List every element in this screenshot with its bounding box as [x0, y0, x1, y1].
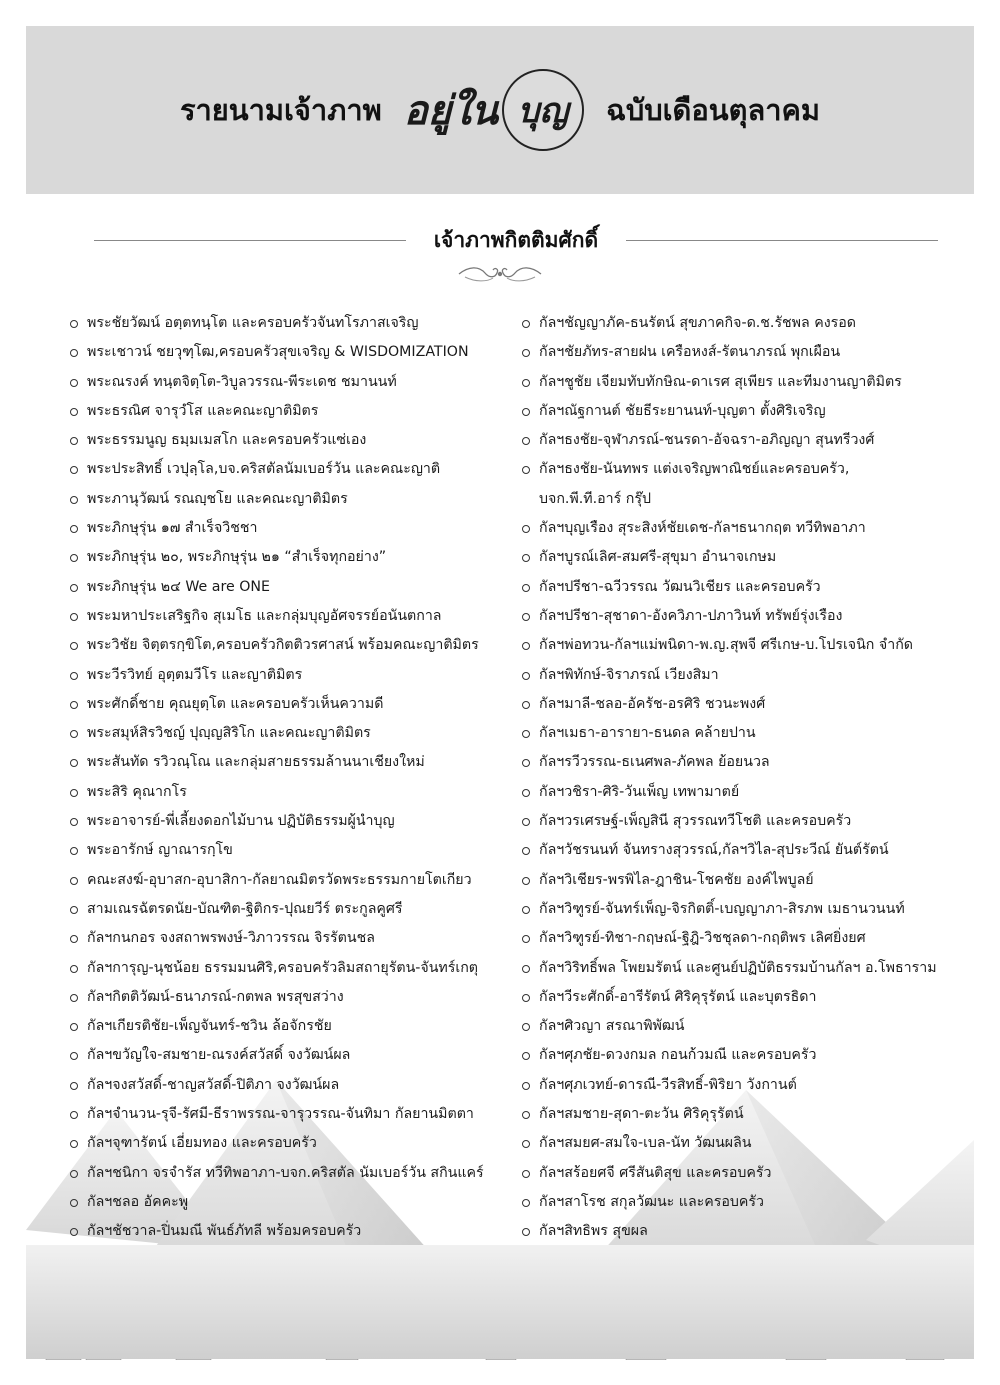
sponsor-name: กัลฯวิฑูรย์-จันทร์เพ็ญ-จิรกิตติ์-เบญญาภา-สิรภพ เมธานวนนท์: [539, 900, 905, 917]
sponsor-entry: [70, 836, 522, 865]
sponsor-entry: [70, 455, 522, 484]
publication-logo: [404, 69, 584, 151]
sponsor-entry: [522, 397, 960, 426]
circle-bullet-icon: [70, 1023, 78, 1031]
circle-bullet-icon: [70, 701, 78, 709]
sponsor-name: กัลฯเมธา-อารายา-ธนดล คล้ายปาน: [539, 725, 756, 742]
circle-bullet-icon: [70, 847, 78, 855]
circle-bullet-icon: [522, 906, 530, 914]
sponsor-entry: [522, 1188, 960, 1217]
circle-bullet-icon: [70, 466, 78, 474]
sponsor-entry: [522, 368, 960, 397]
sponsor-name: กัลฯบุญเรือง สุระสิงห์ชัยเดช-กัลฯธนากฤต ทวีทิพอาภา: [539, 520, 866, 537]
sponsor-name: กัลฯชลอ อัคคะพู: [87, 1193, 189, 1210]
sponsor-name: กัลฯขวัญใจ-สมชาย-ณรงค์สวัสดิ์ จงวัฒน์ผล: [87, 1047, 351, 1064]
circle-bullet-icon: [70, 613, 78, 621]
sponsor-name: กัลฯศิวญา สรณาพิพัฒน์: [539, 1018, 685, 1035]
sponsor-name: กัลฯชูชัย เจียมทับทักษิณ-ดาเรศ สุเพียร และทีมงานญาติมิตร: [539, 373, 902, 390]
sponsor-name: กัลฯชัชวาล-ปิ่นมณี พันธ์ภัทลี พร้อมครอบครัว: [87, 1223, 362, 1240]
circle-bullet-icon: [70, 789, 78, 797]
circle-bullet-icon: [522, 613, 530, 621]
circle-bullet-icon: [522, 1023, 530, 1031]
circle-bullet-icon: [522, 408, 530, 416]
sponsor-name: กัลฯณัฐกานต์ ชัยธีระยานนท์-บุญตา ตั้งศิริเจริญ: [539, 402, 826, 419]
circle-bullet-icon: [70, 994, 78, 1002]
sponsor-entry: [522, 455, 960, 514]
sponsor-entry: [70, 1188, 522, 1217]
sponsor-name: กัลฯเกียรติชัย-เพ็ญจันทร์-ชวิน ล้อจักรชัย: [87, 1018, 332, 1035]
sponsor-name: พระอาจารย์-พี่เลี้ยงดอกไม้บาน ปฏิบัติธรรมผู้นำบุญ: [87, 813, 395, 830]
sponsor-entry: [522, 543, 960, 572]
sponsor-entry: [522, 924, 960, 953]
flourish-ornament-icon: [455, 262, 545, 286]
sponsor-entry: [70, 338, 522, 367]
sponsor-column-right: [522, 309, 960, 1249]
circle-bullet-icon: [70, 759, 78, 767]
section-title: เจ้าภาพกิตติมศักดิ์: [433, 227, 599, 252]
sponsor-entry: [70, 602, 522, 631]
sponsor-entry: [70, 426, 522, 455]
sponsor-entry: [70, 748, 522, 777]
sponsor-entry: [522, 338, 960, 367]
sponsor-entry: [522, 748, 960, 777]
circle-bullet-icon: [70, 1052, 78, 1060]
sponsor-name: กัลฯสร้อยศจี ศรีสันติสุข และครอบครัว: [539, 1164, 772, 1181]
circle-bullet-icon: [70, 349, 78, 357]
sponsor-entry: [522, 895, 960, 924]
sponsor-entry: [522, 836, 960, 865]
sponsor-name: กัลฯชัยภัทร-สายฝน เครือหงส์-รัตนาภรณ์ พุกเผือน: [539, 344, 841, 361]
logo-circle: [502, 69, 584, 151]
sponsor-name: พระภิกษุรุ่น ๑๗ สำเร็จวิชชา: [87, 520, 258, 537]
header-title-right: ฉบับเดือนตุลาคม: [606, 93, 821, 127]
sponsor-entry: [70, 661, 522, 690]
sponsor-entry: [522, 426, 960, 455]
sponsor-name: กัลฯรวีวรรณ-ธเนศพล-ภัคพล ย้อยนวล: [539, 754, 770, 771]
circle-bullet-icon: [70, 877, 78, 885]
sponsor-entry: [522, 866, 960, 895]
circle-bullet-icon: [522, 965, 530, 973]
circle-bullet-icon: [70, 1082, 78, 1090]
heading-rule-right: [626, 240, 938, 241]
circle-bullet-icon: [522, 1082, 530, 1090]
circle-bullet-icon: [522, 1111, 530, 1119]
sponsor-name: กัลฯบูรณ์เลิศ-สมศรี-สุขุมา อำนาจเกษม: [539, 549, 777, 566]
sponsor-name: พระเชาวน์ ชยวุฑฺโฒ,ครอบครัวสุขเจริญ & WISDOMIZATION: [87, 344, 469, 361]
circle-bullet-icon: [70, 965, 78, 973]
sponsor-entry: [522, 309, 960, 338]
sponsor-entry: [70, 514, 522, 543]
sponsor-entry: [70, 397, 522, 426]
sponsor-name: กัลฯกิตติวัฒน์-ธนาภรณ์-กตพล พรสุขสว่าง: [87, 988, 344, 1005]
sponsor-name: กัลฯจงสวัสดิ์-ชาญสวัสดิ์-ปิติภา จงวัฒน์ผล: [87, 1076, 340, 1093]
sponsor-name: พระภิกษุรุ่น ๒๔ We are ONE: [87, 578, 270, 595]
sponsor-name: พระอารักษ์ ญาณารกฺโข: [87, 842, 233, 859]
sponsor-list: [70, 309, 960, 1249]
circle-bullet-icon: [70, 496, 78, 504]
sponsor-name: พระณรงค์ ทนฺตจิตฺโต-วิบูลวรรณ-พีระเดช ชมานนท์: [87, 373, 397, 390]
sponsor-entry: [70, 631, 522, 660]
sponsor-column-left: [70, 309, 522, 1249]
sponsor-entry: [70, 1159, 522, 1188]
sponsor-name: กัลฯศุภชัย-ดวงกมล กอนก้วมณี และครอบครัว: [539, 1047, 817, 1064]
circle-bullet-icon: [522, 1052, 530, 1060]
sponsor-name: พระวีรวิทย์ อุตฺตมวีโร และญาติมิตร: [87, 666, 303, 683]
header-title-row: [26, 26, 974, 194]
circle-bullet-icon: [70, 1228, 78, 1236]
footer-band: [26, 1245, 974, 1359]
sponsor-entry: [70, 573, 522, 602]
circle-bullet-icon: [70, 642, 78, 650]
sponsor-entry: [70, 778, 522, 807]
sponsor-entry: [522, 1217, 960, 1246]
sponsor-name: พระสิริ คุณากโร: [87, 783, 187, 800]
sponsor-entry: [70, 309, 522, 338]
sponsor-name: กัลฯมาลี-ชลอ-อัครัช-อรศิริ ชวนะพงศ์: [539, 695, 766, 712]
circle-bullet-icon: [522, 466, 530, 474]
circle-bullet-icon: [522, 1170, 530, 1178]
sponsor-name: พระสันทัด รวิวณฺโณ และกลุ่มสายธรรมล้านนาเชียงใหม่: [87, 754, 425, 771]
sponsor-entry: [522, 573, 960, 602]
logo-word-2: บุญ: [517, 91, 569, 131]
sponsor-entry: [70, 866, 522, 895]
sponsor-entry: [70, 807, 522, 836]
sponsor-name: กัลฯวิฑูรย์-ทิชา-กฤษณ์-ฐิฎิ-วิชชุลดา-กฤติพร เลิศยิ่งยศ: [539, 930, 866, 947]
sponsor-entry: [522, 1071, 960, 1100]
sponsor-entry: [522, 719, 960, 748]
circle-bullet-icon: [522, 642, 530, 650]
sponsor-name: กัลฯกนกอร จงสถาพรพงษ์-วิภาวรรณ จิรรัตนชล: [87, 930, 375, 947]
sponsor-name: กัลฯศุภเวทย์-ดารณี-วีรสิทธิ์-พิริยา วังกานต์: [539, 1076, 797, 1093]
sponsor-entry: [522, 954, 960, 983]
sponsor-name: กัลฯสมชาย-สุดา-ตะวัน ศิริคุรุรัตน์: [539, 1106, 744, 1123]
sponsor-name: พระสมุห์สิรวิชญ์ ปุญฺญสิริโก และคณะญาติมิตร: [87, 725, 371, 742]
sponsor-name: กัลฯวัชรนนท์ จันทรางสุวรรณ์,กัลฯวิไล-สุประวีณ์ ยันต์รัตน์: [539, 842, 889, 859]
circle-bullet-icon: [70, 379, 78, 387]
sponsor-entry: [522, 602, 960, 631]
sponsor-name: คณะสงฆ์-อุบาสก-อุบาสิกา-กัลยาณมิตรวัดพระธรรมกายโตเกียว: [87, 871, 472, 888]
sponsor-name: กัลฯสิทธิพร สุขผล: [539, 1223, 648, 1240]
sponsor-name: กัลฯพ่อทวน-กัลฯแม่พนิดา-พ.ญ.สุพจี ศรีเกษ-บ.โปรเจนิก จำกัด: [539, 637, 913, 654]
sponsor-entry: [522, 1100, 960, 1129]
circle-bullet-icon: [70, 1170, 78, 1178]
circle-bullet-icon: [522, 759, 530, 767]
sponsor-entry: [522, 983, 960, 1012]
sponsor-name: กัลฯธงชัย-จุฬาภรณ์-ชนรดา-อัจฉรา-อภิญญา สุนทรีวงศ์: [539, 432, 875, 449]
sponsor-name: กัลฯวิเชียร-พรพิไล-ฎาชิน-โชคชัย องค์ไพบูลย์: [539, 871, 814, 888]
circle-bullet-icon: [522, 1228, 530, 1236]
circle-bullet-icon: [70, 1140, 78, 1148]
sponsor-name: กัลฯปรีชา-สุชาดา-อังควิภา-ปภาวินท์ ทรัพย์รุ่งเรือง: [539, 607, 843, 624]
sponsor-entry: [70, 954, 522, 983]
sponsor-name: พระศักดิ์ชาย คุณยุตฺโต และครอบครัวเห็นความดี: [87, 695, 384, 712]
sponsor-entry: [522, 661, 960, 690]
sponsor-name: กัลฯธงชัย-นันทพร แต่งเจริญพาณิชย์และครอบครัว, บจก.พี.ที.อาร์ กรุ๊ป: [539, 461, 850, 507]
sponsor-entry: [70, 924, 522, 953]
circle-bullet-icon: [522, 730, 530, 738]
circle-bullet-icon: [522, 584, 530, 592]
sponsor-entry: [70, 1012, 522, 1041]
sponsor-name: กัลฯพิทักษ์-จิราภรณ์ เวียงสิมา: [539, 666, 719, 683]
section-heading: [94, 222, 938, 258]
sponsor-name: กัลฯวีระศักดิ์-อารีรัตน์ ศิริคุรุรัตน์ และบุตรธิดา: [539, 988, 817, 1005]
circle-bullet-icon: [522, 935, 530, 943]
sponsor-name: กัลฯจุฑารัตน์ เอี่ยมทอง และครอบครัว: [87, 1135, 317, 1152]
sponsor-name: กัลฯสาโรช สกุลวัฒนะ และครอบครัว: [539, 1193, 764, 1210]
sponsor-entry: [70, 719, 522, 748]
sponsor-name: กัลฯการุญ-นุชน้อย ธรรมมนศิริ,ครอบครัวลิมสถายุรัตน-จันทร์เกตุ: [87, 959, 479, 976]
circle-bullet-icon: [70, 730, 78, 738]
circle-bullet-icon: [522, 437, 530, 445]
circle-bullet-icon: [70, 584, 78, 592]
sponsor-entry: [70, 1217, 522, 1246]
circle-bullet-icon: [70, 320, 78, 328]
sponsor-entry: [522, 690, 960, 719]
logo-word-1: อยู่ใน: [403, 87, 499, 134]
sponsor-entry: [70, 983, 522, 1012]
sponsor-name: กัลฯสมยศ-สมใจ-เบล-นัท วัฒนผลิน: [539, 1135, 752, 1152]
circle-bullet-icon: [70, 818, 78, 826]
sponsor-entry: [522, 807, 960, 836]
sponsor-name: พระมหาประเสริฐกิจ สุเมโธ และกลุ่มบุญอัศจรรย์อนันตกาล: [87, 607, 442, 624]
sponsor-name: กัลฯชนิกา จรจำรัส ทวีทิพอาภา-บจก.คริสตัล นัมเบอร์วัน สกินแคร์: [87, 1164, 484, 1181]
sponsor-entry: [70, 485, 522, 514]
sponsor-entry: [70, 1071, 522, 1100]
circle-bullet-icon: [522, 525, 530, 533]
sponsor-name: กัลฯวิริทธิ์พล โพยมรัตน์ และศูนย์ปฏิบัติธรรมบ้านกัลฯ อ.โพธาราม: [539, 959, 937, 976]
sponsor-entry: [522, 778, 960, 807]
sponsor-entry: [70, 690, 522, 719]
circle-bullet-icon: [522, 789, 530, 797]
circle-bullet-icon: [522, 554, 530, 562]
header-title-left: รายนามเจ้าภาพ: [179, 93, 382, 127]
circle-bullet-icon: [70, 525, 78, 533]
circle-bullet-icon: [70, 935, 78, 943]
circle-bullet-icon: [70, 1199, 78, 1207]
circle-bullet-icon: [70, 408, 78, 416]
sponsor-entry: [70, 368, 522, 397]
sponsor-entry: [70, 1129, 522, 1158]
sponsor-entry: [522, 1041, 960, 1070]
circle-bullet-icon: [522, 349, 530, 357]
circle-bullet-icon: [522, 672, 530, 680]
circle-bullet-icon: [522, 1140, 530, 1148]
sponsor-name: กัลฯจำนวน-รุจี-รัศมี-ธีราพรรณ-จารุวรรณ-จันทิมา กัลยานมิตตา: [87, 1106, 474, 1123]
heading-rule-left: [94, 240, 406, 241]
circle-bullet-icon: [70, 1111, 78, 1119]
sponsor-name: พระธรณิศ จารุวํโส และคณะญาติมิตร: [87, 402, 319, 419]
circle-bullet-icon: [522, 320, 530, 328]
sponsor-entry: [522, 514, 960, 543]
sponsor-name: พระประสิทธิ์ เวปุลฺโล,บจ.คริสตัลนัมเบอร์วัน และคณะญาติ: [87, 461, 441, 478]
circle-bullet-icon: [522, 379, 530, 387]
sponsor-name: กัลฯชัญญาภัค-ธนรัตน์ สุขภาคกิจ-ด.ช.รัชพล คงรอด: [539, 315, 857, 331]
circle-bullet-icon: [522, 877, 530, 885]
circle-bullet-icon: [522, 818, 530, 826]
circle-bullet-icon: [522, 1199, 530, 1207]
sponsor-entry: [70, 1041, 522, 1070]
circle-bullet-icon: [522, 847, 530, 855]
sponsor-name: พระธรรมนูญ ธมฺมเมสโก และครอบครัวแซ่เอง: [87, 432, 367, 449]
sponsor-name: กัลฯวรเศรษฐ์-เพ็ญสินี สุวรรณทวีโชติ และครอบครัว: [539, 813, 852, 830]
circle-bullet-icon: [70, 672, 78, 680]
circle-bullet-icon: [70, 437, 78, 445]
sponsor-entry: [522, 1159, 960, 1188]
sponsor-name: กัลฯปรีชา-ฉวีวรรณ วัฒนวิเชียร และครอบครัว: [539, 578, 821, 595]
sponsor-entry: [70, 543, 522, 572]
circle-bullet-icon: [522, 994, 530, 1002]
sponsor-name: กัลฯวชิรา-ศิริ-วันเพ็ญ เทพามาตย์: [539, 783, 740, 800]
circle-bullet-icon: [522, 701, 530, 709]
sponsor-entry: [70, 895, 522, 924]
circle-bullet-icon: [70, 554, 78, 562]
sponsor-name: พระภานุวัฒน์ รณญฺชโย และคณะญาติมิตร: [87, 490, 348, 507]
sponsor-entry: [522, 1012, 960, 1041]
sponsor-entry: [70, 1100, 522, 1129]
sponsor-name: พระวิชัย จิตฺตรกฺขิโต,ครอบครัวกิตติวรศาสน์ พร้อมคณะญาติมิตร: [87, 637, 479, 654]
circle-bullet-icon: [70, 906, 78, 914]
sponsor-entry: [522, 1129, 960, 1158]
header-banner: [26, 26, 974, 194]
sponsor-name: พระภิกษุรุ่น ๒๐, พระภิกษุรุ่น ๒๑ “สำเร็จทุกอย่าง”: [87, 549, 387, 566]
sponsor-name: สามเณรฉัตรดนัย-บัณฑิต-ฐิติกร-ปุณยวีร์ ตระกูลคูศรี: [87, 900, 403, 917]
sponsor-name: พระชัยวัฒน์ อตฺตทนฺโต และครอบครัวจันทโรภาสเจริญ: [87, 315, 419, 331]
sponsor-entry: [522, 631, 960, 660]
